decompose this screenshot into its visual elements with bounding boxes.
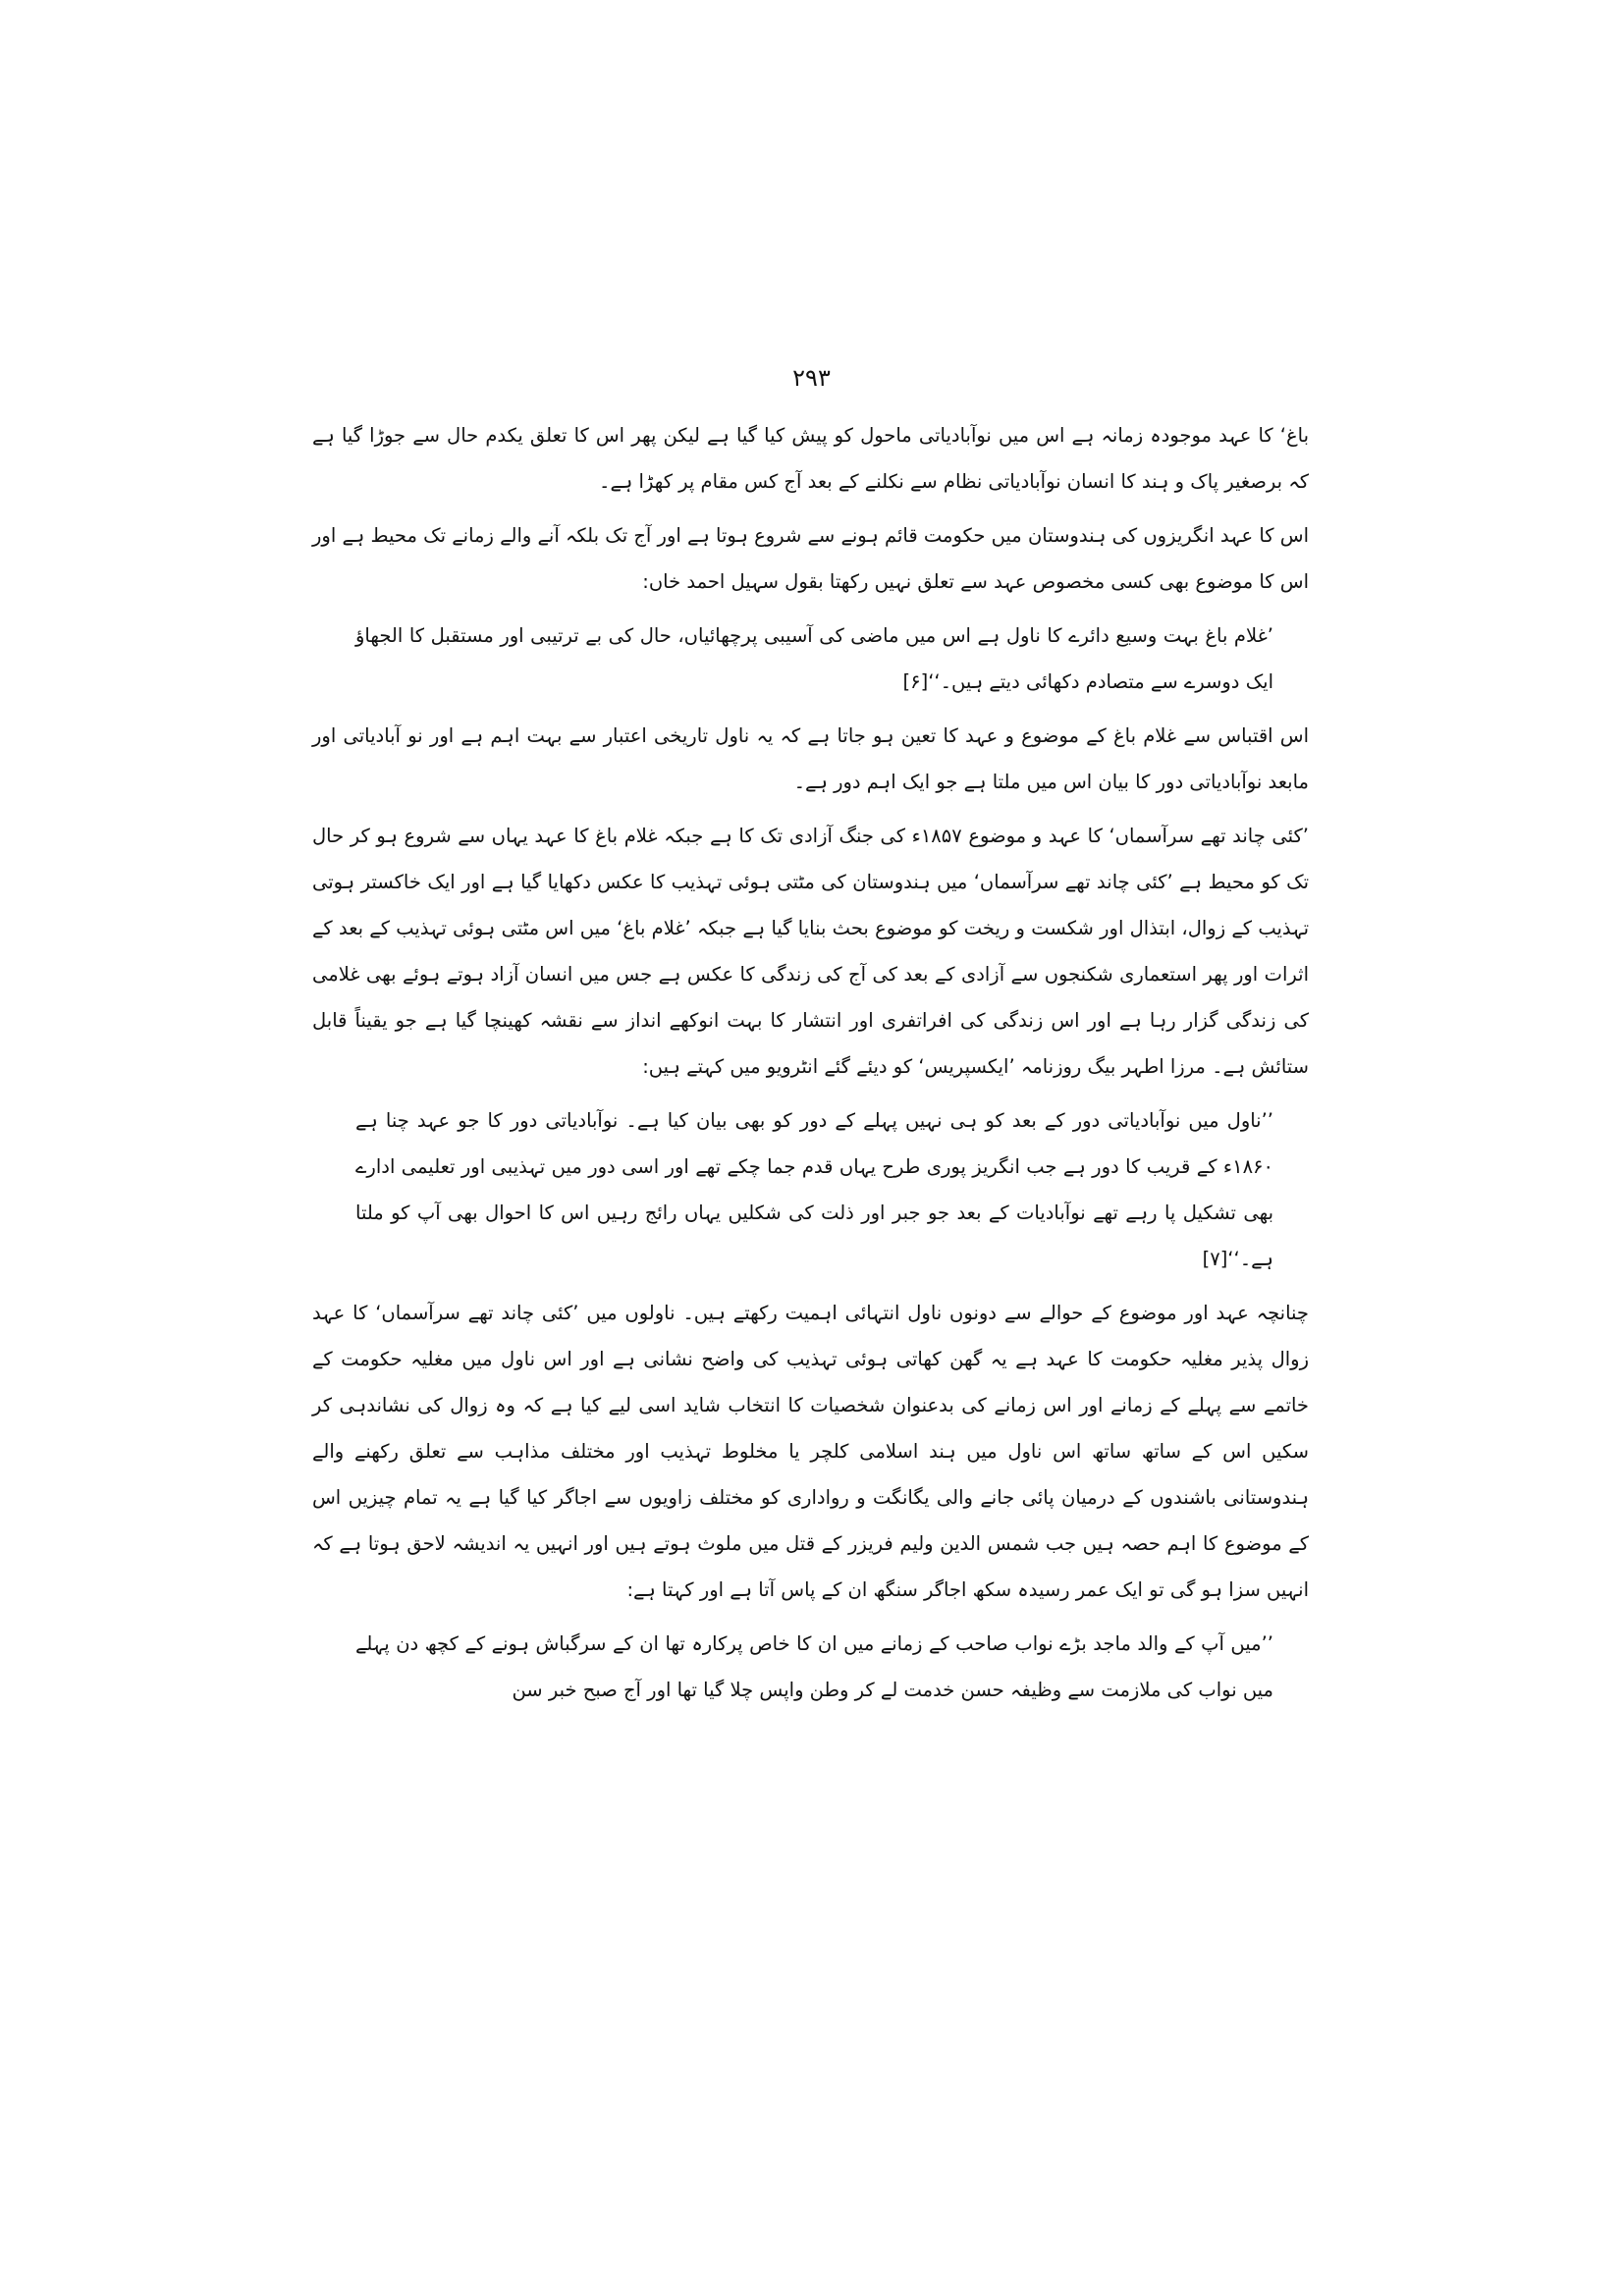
block-quote-3: ’’میں آپ کے والد ماجد بڑے نواب صاحب کے زمانے میں ان کا خاص پرکارہ تھا ان کے سرگباش ہونے کے کچھ دن پہلے میں نواب کی ملازمت سے وظیفہ حسن خدمت لے کر وطن واپس چلا گیا تھا اور آج صبح خبر سن xyxy=(355,1632,1273,1701)
block-quote-1: ’غلام باغ بہت وسیع دائرے کا ناول ہے اس میں ماضی کی آسیبی پرچھائیاں، حال کی بے ترتیبی اور مستقبل کا الجھاؤ ایک دوسرے سے متصادم دکھائی دیتے ہیں۔‘‘[۶] xyxy=(355,624,1273,693)
paragraph-3: اس اقتباس سے غلام باغ کے موضوع و عہد کا تعین ہو جاتا ہے کہ یہ ناول تاریخی اعتبار سے بہت اہم ہے اور نو آبادیاتی اور مابعد نوآبادیاتی دور کا بیان اس میں ملتا ہے جو ایک اہم دور ہے۔ xyxy=(312,724,1309,793)
block-quote-2: ’’ناول میں نوآبادیاتی دور کے بعد کو ہی نہیں پہلے کے دور کو بھی بیان کیا ہے۔ نوآبادیاتی دور کا جو عہد چنا ہے ۱۸۶۰ء کے قریب کا دور ہے جب انگریز پوری طرح یہاں قدم جما چکے تھے اور اسی دور میں تہذیبی اور تعلیمی ادارے بھی تشکیل پا رہے تھے نوآبادیات کے بعد جو جبر اور ذلت کی شکلیں یہاں رائج رہیں اس کا احوال بھی آپ کو ملتا ہے۔‘‘[۷] xyxy=(355,1109,1273,1270)
page-number: ۲۹۳ xyxy=(792,364,831,392)
paragraph-5: چنانچہ عہد اور موضوع کے حوالے سے دونوں ناول انتہائی اہمیت رکھتے ہیں۔ ناولوں میں ’کئی چاند تھے سرآسماں‘ کا عہد زوال پذیر مغلیہ حکومت کا عہد ہے یہ گھن کھاتی ہوئی تہذیب کی واضح نشانی ہے اور اس ناول میں مغلیہ حکومت کے خاتمے سے پہلے کے زمانے اور اس زمانے کی بدعنوان شخصیات کا انتخاب شاید اسی لیے کیا ہے کہ وہ زوال کی نشاندہی کر سکیں اس کے ساتھ ساتھ اس ناول میں ہند اسلامی کلچر یا مخلوط تہذیب اور مختلف مذاہب سے تعلق رکھنے والے ہندوستانی باشندوں کے درمیان پائی جانے والی یگانگت و رواداری کو مختلف زاویوں سے اجاگر کیا گیا ہے یہ تمام چیزیں اس کے موضوع کا اہم حصہ ہیں جب شمس الدین ولیم فریزر کے قتل میں ملوث ہوتے ہیں اور انہیں یہ اندیشہ لاحق ہوتا ہے کہ انہیں سزا ہو گی تو ایک عمر رسیدہ سکھ اجاگر سنگھ ان کے پاس آتا ہے اور کہتا ہے: xyxy=(312,1302,1309,1601)
paragraph-2: اس کا عہد انگریزوں کی ہندوستان میں حکومت قائم ہونے سے شروع ہوتا ہے اور آج تک بلکہ آنے والے زمانے تک محیط ہے اور اس کا موضوع بھی کسی مخصوص عہد سے تعلق نہیں رکھتا بقول سہیل احمد خاں: xyxy=(312,524,1309,593)
page-body xyxy=(312,412,1309,1721)
paragraph-4: ’کئی چاند تھے سرآسماں‘ کا عہد و موضوع ۱۸۵۷ء کی جنگ آزادی تک کا ہے جبکہ غلام باغ کا عہد یہاں سے شروع ہو کر حال تک کو محیط ہے ’کئی چاند تھے سرآسماں‘ میں ہندوستان کی مٹتی ہوئی تہذیب کا عکس دکھایا گیا ہے اور ایک خاکستر ہوتی تہذیب کے زوال، ابتذال اور شکست و ریخت کو موضوع بحث بنایا گیا ہے جبکہ ’غلام باغ‘ میں اس مٹتی ہوئی تہذیب کے بعد کے اثرات اور پھر استعماری شکنجوں سے آزادی کے بعد کی آج کی زندگی کا عکس ہے جس میں انسان آزاد ہوتے ہوئے بھی غلامی کی زندگی گزار رہا ہے اور اس زندگی کی افراتفری اور انتشار کا بہت انوکھے انداز سے نقشہ کھینچا گیا ہے جو یقیناً قابل ستائش ہے۔ مرزا اطہر بیگ روزنامہ ’ایکسپریس‘ کو دیئے گئے انٹرویو میں کہتے ہیں: xyxy=(312,825,1309,1078)
paragraph-1: باغ‘ کا عہد موجودہ زمانہ ہے اس میں نوآبادیاتی ماحول کو پیش کیا گیا ہے لیکن پھر اس کا تعلق یکدم حال سے جوڑا گیا ہے کہ برصغیر پاک و ہند کا انسان نوآبادیاتی نظام سے نکلنے کے بعد آج کس مقام پر کھڑا ہے۔ xyxy=(312,424,1309,493)
